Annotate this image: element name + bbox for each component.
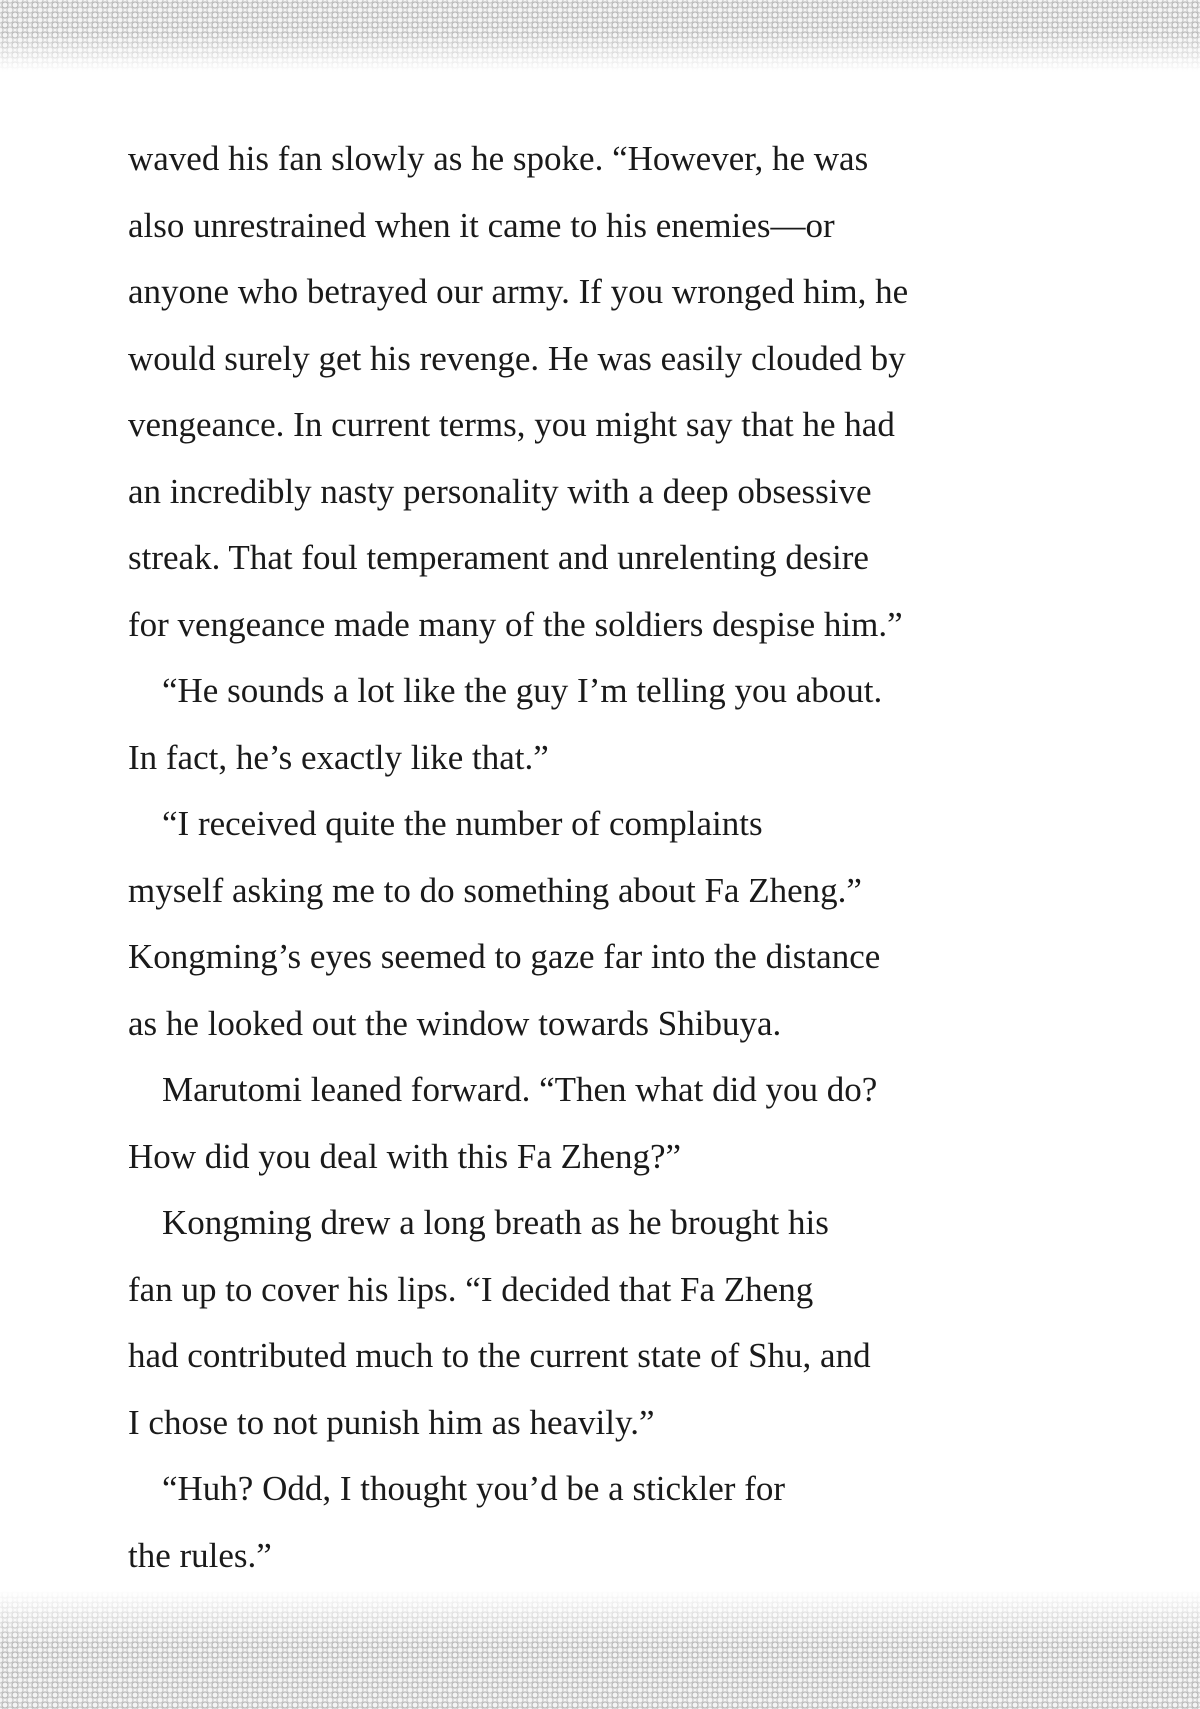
text-line: the rules.” (128, 1535, 272, 1575)
text-line: fan up to cover his lips. “I decided that Fa Zheng (128, 1269, 814, 1309)
text-line: streak. That foul temperament and unrelenting desire (128, 538, 869, 577)
text-line: How did you deal with this Fa Zheng?” (128, 1136, 682, 1176)
text-line: “He sounds a lot like the guy I’m telling you about. (162, 671, 883, 710)
text-line: I chose to not punish him as heavily.” (128, 1402, 655, 1442)
text-line: for vengeance made many of the soldiers despise him.” (128, 604, 903, 644)
text-line: In fact, he’s exactly like that.” (128, 737, 549, 777)
text-line: an incredibly nasty personality with a deep obsessive (128, 471, 872, 511)
text-line: “I received quite the number of complaints (162, 804, 763, 843)
text-line: as he looked out the window towards Shibuya. (128, 1003, 782, 1043)
text-line: waved his fan slowly as he spoke. “However, he was (128, 139, 869, 178)
text-line: also unrestrained when it came to his enemies—or (128, 205, 835, 245)
text-line: Kongming’s eyes seemed to gaze far into the distance (128, 937, 881, 976)
text-line: vengeance. In current terms, you might say that he had (128, 405, 895, 444)
body-text (128, 126, 1088, 1589)
text-line: had contributed much to the current state of Shu, and (128, 1336, 871, 1375)
text-line: Kongming drew a long breath as he brought his (162, 1203, 829, 1242)
text-line: would surely get his revenge. He was easily clouded by (128, 338, 906, 378)
bottom-decorative-pattern (0, 1590, 1200, 1709)
text-line: myself asking me to do something about Fa Zheng.” (128, 870, 862, 910)
text-line: Marutomi leaned forward. “Then what did you do? (162, 1070, 878, 1109)
text-line: “Huh? Odd, I thought you’d be a stickler for (162, 1469, 786, 1508)
top-decorative-pattern (0, 0, 1200, 72)
text-line: anyone who betrayed our army. If you wronged him, he (128, 272, 909, 311)
